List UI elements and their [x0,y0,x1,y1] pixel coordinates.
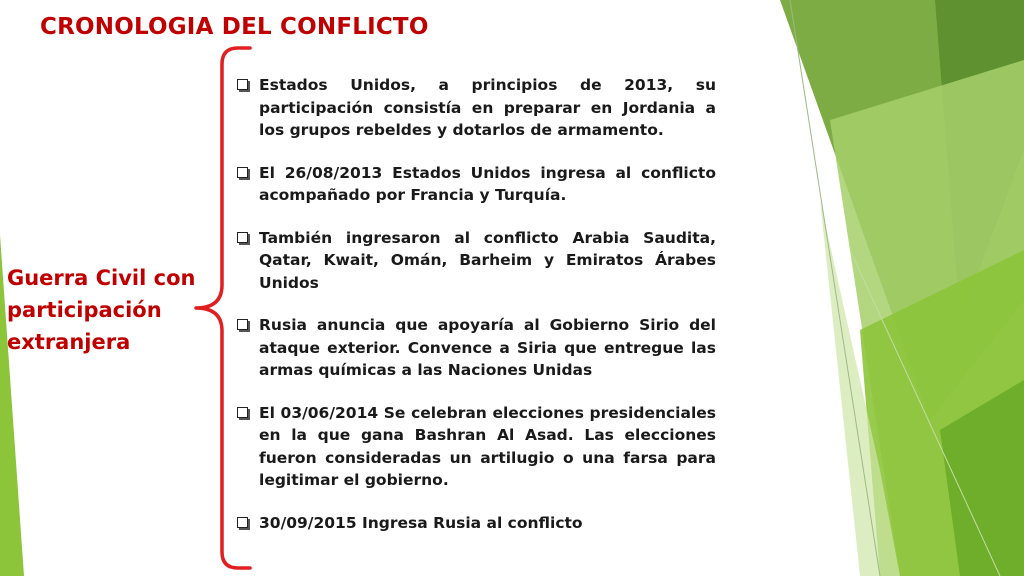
bullet-text: El 26/08/2013 Estados Unidos ingresa al conflicto acompañado por Francia y Turquía. [259,163,716,204]
bullet-text: Estados Unidos, a principios de 2013, su participación consistía en preparar en Jordania a los grupos rebeldes y dotarlos de armamento. [259,76,716,139]
bullet-text: 30/09/2015 Ingresa Rusia al conflicto [259,513,583,532]
bullet-item [236,162,716,207]
bullet-text: Rusia anuncia que apoyaría al Gobierno Sirio del ataque exterior. Convence a Siria que entregue las armas químicas a las Naciones Unidas [259,316,716,379]
bullet-list [236,74,716,534]
side-label: Guerra Civil con participación extranjera [7,266,196,354]
bullet-text: También ingresaron al conflicto Arabia Saudita, Qatar, Kwait, Omán, Barheim y Emiratos Árabes Unidos [259,228,716,292]
bullet-item [236,314,716,382]
bullet-item [236,402,716,492]
checkbox-bullet-icon [237,407,248,418]
bullet-item [236,74,716,142]
bullet-text: El 03/06/2014 Se celebran elecciones presidenciales en la que gana Bashran Al Asad. Las elecciones fueron consideradas un artilugio o una farsa para legitimar el gobierno. [259,403,716,489]
bullet-item [236,227,716,295]
checkbox-bullet-icon [237,232,248,243]
checkbox-bullet-icon [237,517,248,528]
checkbox-bullet-icon [237,79,248,90]
checkbox-bullet-icon [237,167,248,178]
slide-title: CRONOLOGIA DEL CONFLICTO [40,14,429,40]
bullet-item [236,512,716,535]
checkbox-bullet-icon [237,319,248,330]
